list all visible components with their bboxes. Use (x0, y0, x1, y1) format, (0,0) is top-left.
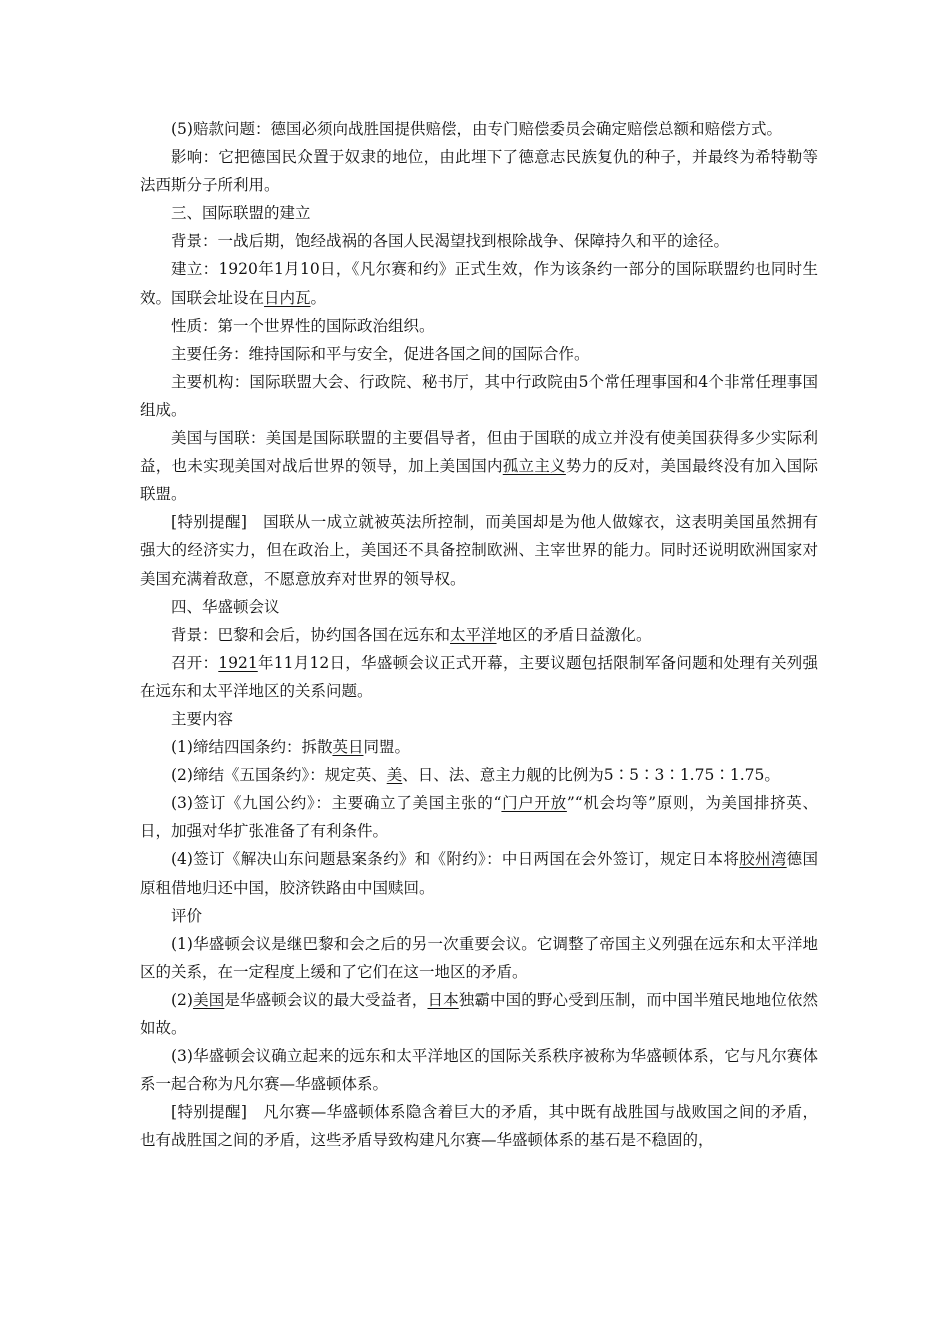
text-run: 、日、法、意主力舰的比例为5∶5∶3∶1.75∶1.75。 (402, 766, 780, 785)
text-run: 美国与国联：美国是国际联盟的主要倡导者，但由于国联的成立并没有使美国获得多少实际利益，也未实现美国对战后世界的领导，加上美国国内 (140, 429, 818, 476)
text-run: 主要任务：维持国际和平与安全，促进各国之间的国际合作。 (171, 344, 590, 363)
underlined-term: 美国 (192, 990, 225, 1009)
paragraph (140, 115, 818, 143)
underlined-term: 英日 (332, 738, 364, 757)
paragraph (140, 199, 818, 227)
text-run: 主要机构：国际联盟大会、行政院、秘书厅，其中行政院由5个常任理事国和4个非常任理事国组成。 (140, 372, 818, 419)
underlined-term: 胶州湾 (739, 850, 787, 869)
text-run: 地区的矛盾日益激化。 (496, 625, 652, 644)
paragraph (140, 621, 818, 649)
underlined-term: 门户开放 (501, 794, 567, 813)
text-run: (2)缔结《五国条约》：规定英、 (171, 766, 387, 785)
text-run: (1)缔结四国条约：拆散 (171, 738, 333, 757)
paragraph (140, 789, 818, 845)
paragraph (140, 227, 818, 255)
paragraph (140, 312, 818, 340)
text-run: 独霸中国的野心受到压制，而中国半殖民地地位依然如故。 (140, 990, 818, 1037)
text-run: 是华盛顿会议的最大受益者， (224, 990, 428, 1009)
text-run: 建立：1920年1月10日，《凡尔赛和约》正式生效，作为该条约一部分的国际联盟约也同时生效。国联会址设在 (140, 260, 818, 307)
text-run: (1)华盛顿会议是继巴黎和会之后的另一次重要会议。它调整了帝国主义列强在远东和太平洋地区的关系，在一定程度上缓和了它们在这一地区的矛盾。 (140, 934, 818, 981)
paragraph (140, 340, 818, 368)
text-run: 德国原租借地归还中国，胶济铁路由中国赎回。 (140, 850, 818, 897)
document-body (140, 115, 818, 1154)
text-run: (2) (171, 990, 193, 1009)
paragraph (140, 143, 818, 199)
underlined-term: 孤立主义 (502, 457, 566, 476)
text-run: ”“机会均等”原则，为美国排挤英、日，加强对华扩张准备了有利条件。 (140, 794, 818, 841)
paragraph (140, 424, 818, 508)
paragraph (140, 368, 818, 424)
text-run: 评价 (171, 906, 203, 925)
text-run: 三、国际联盟的建立 (171, 204, 311, 223)
text-run: [特别提醒] 凡尔赛—华盛顿体系隐含着巨大的矛盾，其中既有战胜国与战败国之间的矛盾，也有战胜国之间的矛盾，这些矛盾导致构建凡尔赛—华盛顿体系的基石是不稳固的， (140, 1103, 818, 1150)
text-run: 年11月12日，华盛顿会议正式开幕，主要议题包括限制军备问题和处理有关列强在远东和太平洋地区的关系问题。 (140, 653, 818, 700)
text-run: 主要内容 (171, 709, 234, 728)
text-run: (3)华盛顿会议确立起来的远东和太平洋地区的国际关系秩序被称为华盛顿体系，它与凡尔赛体系一起合称为凡尔赛—华盛顿体系。 (140, 1047, 818, 1094)
text-run: (3)签订《九国公约》：主要确立了美国主张的“ (171, 794, 502, 813)
text-run: 性质：第一个世界性的国际政治组织。 (171, 316, 435, 335)
underlined-term: 太平洋 (450, 625, 497, 644)
underlined-term: 美 (386, 766, 403, 785)
text-run: 影响：它把德国民众置于奴隶的地位，由此埋下了德意志民族复仇的种子，并最终为希特勒等法西斯分子所利用。 (140, 148, 818, 195)
paragraph (140, 986, 818, 1042)
text-run: 背景：巴黎和会后，协约国各国在远东和 (171, 625, 451, 644)
paragraph (140, 1098, 818, 1154)
text-run: [特别提醒] 国联从一成立就被英法所控制，而美国却是为他人做嫁衣，这表明美国虽然拥有强大的经济实力，但在政治上，美国还不具备控制欧洲、主宰世界的能力。同时还说明欧洲国家对美国充满着敌意，不愿意放弃对世界的领导权。 (140, 513, 818, 588)
underlined-term: 1921 (218, 653, 258, 672)
paragraph (140, 508, 818, 592)
underlined-term: 日内瓦 (264, 288, 311, 307)
paragraph (140, 1042, 818, 1098)
paragraph (140, 930, 818, 986)
paragraph (140, 902, 818, 930)
paragraph (140, 733, 818, 761)
text-run: 召开： (171, 653, 219, 672)
text-run: (4)签订《解决山东问题悬案条约》和《附约》：中日两国在会外签订，规定日本将 (171, 850, 740, 869)
paragraph (140, 845, 818, 901)
paragraph (140, 761, 818, 789)
text-run: (5)赔款问题：德国必须向战胜国提供赔偿，由专门赔偿委员会确定赔偿总额和赔偿方式。 (171, 120, 782, 138)
text-run: 背景：一战后期，饱经战祸的各国人民渴望找到根除战争、保障持久和平的途径。 (171, 232, 730, 251)
paragraph (140, 255, 818, 311)
paragraph (140, 705, 818, 733)
paragraph (140, 649, 818, 705)
underlined-term: 日本 (427, 990, 459, 1009)
text-run: 同盟。 (363, 738, 410, 757)
paragraph (140, 593, 818, 621)
text-run: 四、华盛顿会议 (171, 597, 280, 616)
text-run: 势力的反对，美国最终没有加入国际联盟。 (140, 457, 818, 504)
text-run: 。 (310, 288, 327, 307)
